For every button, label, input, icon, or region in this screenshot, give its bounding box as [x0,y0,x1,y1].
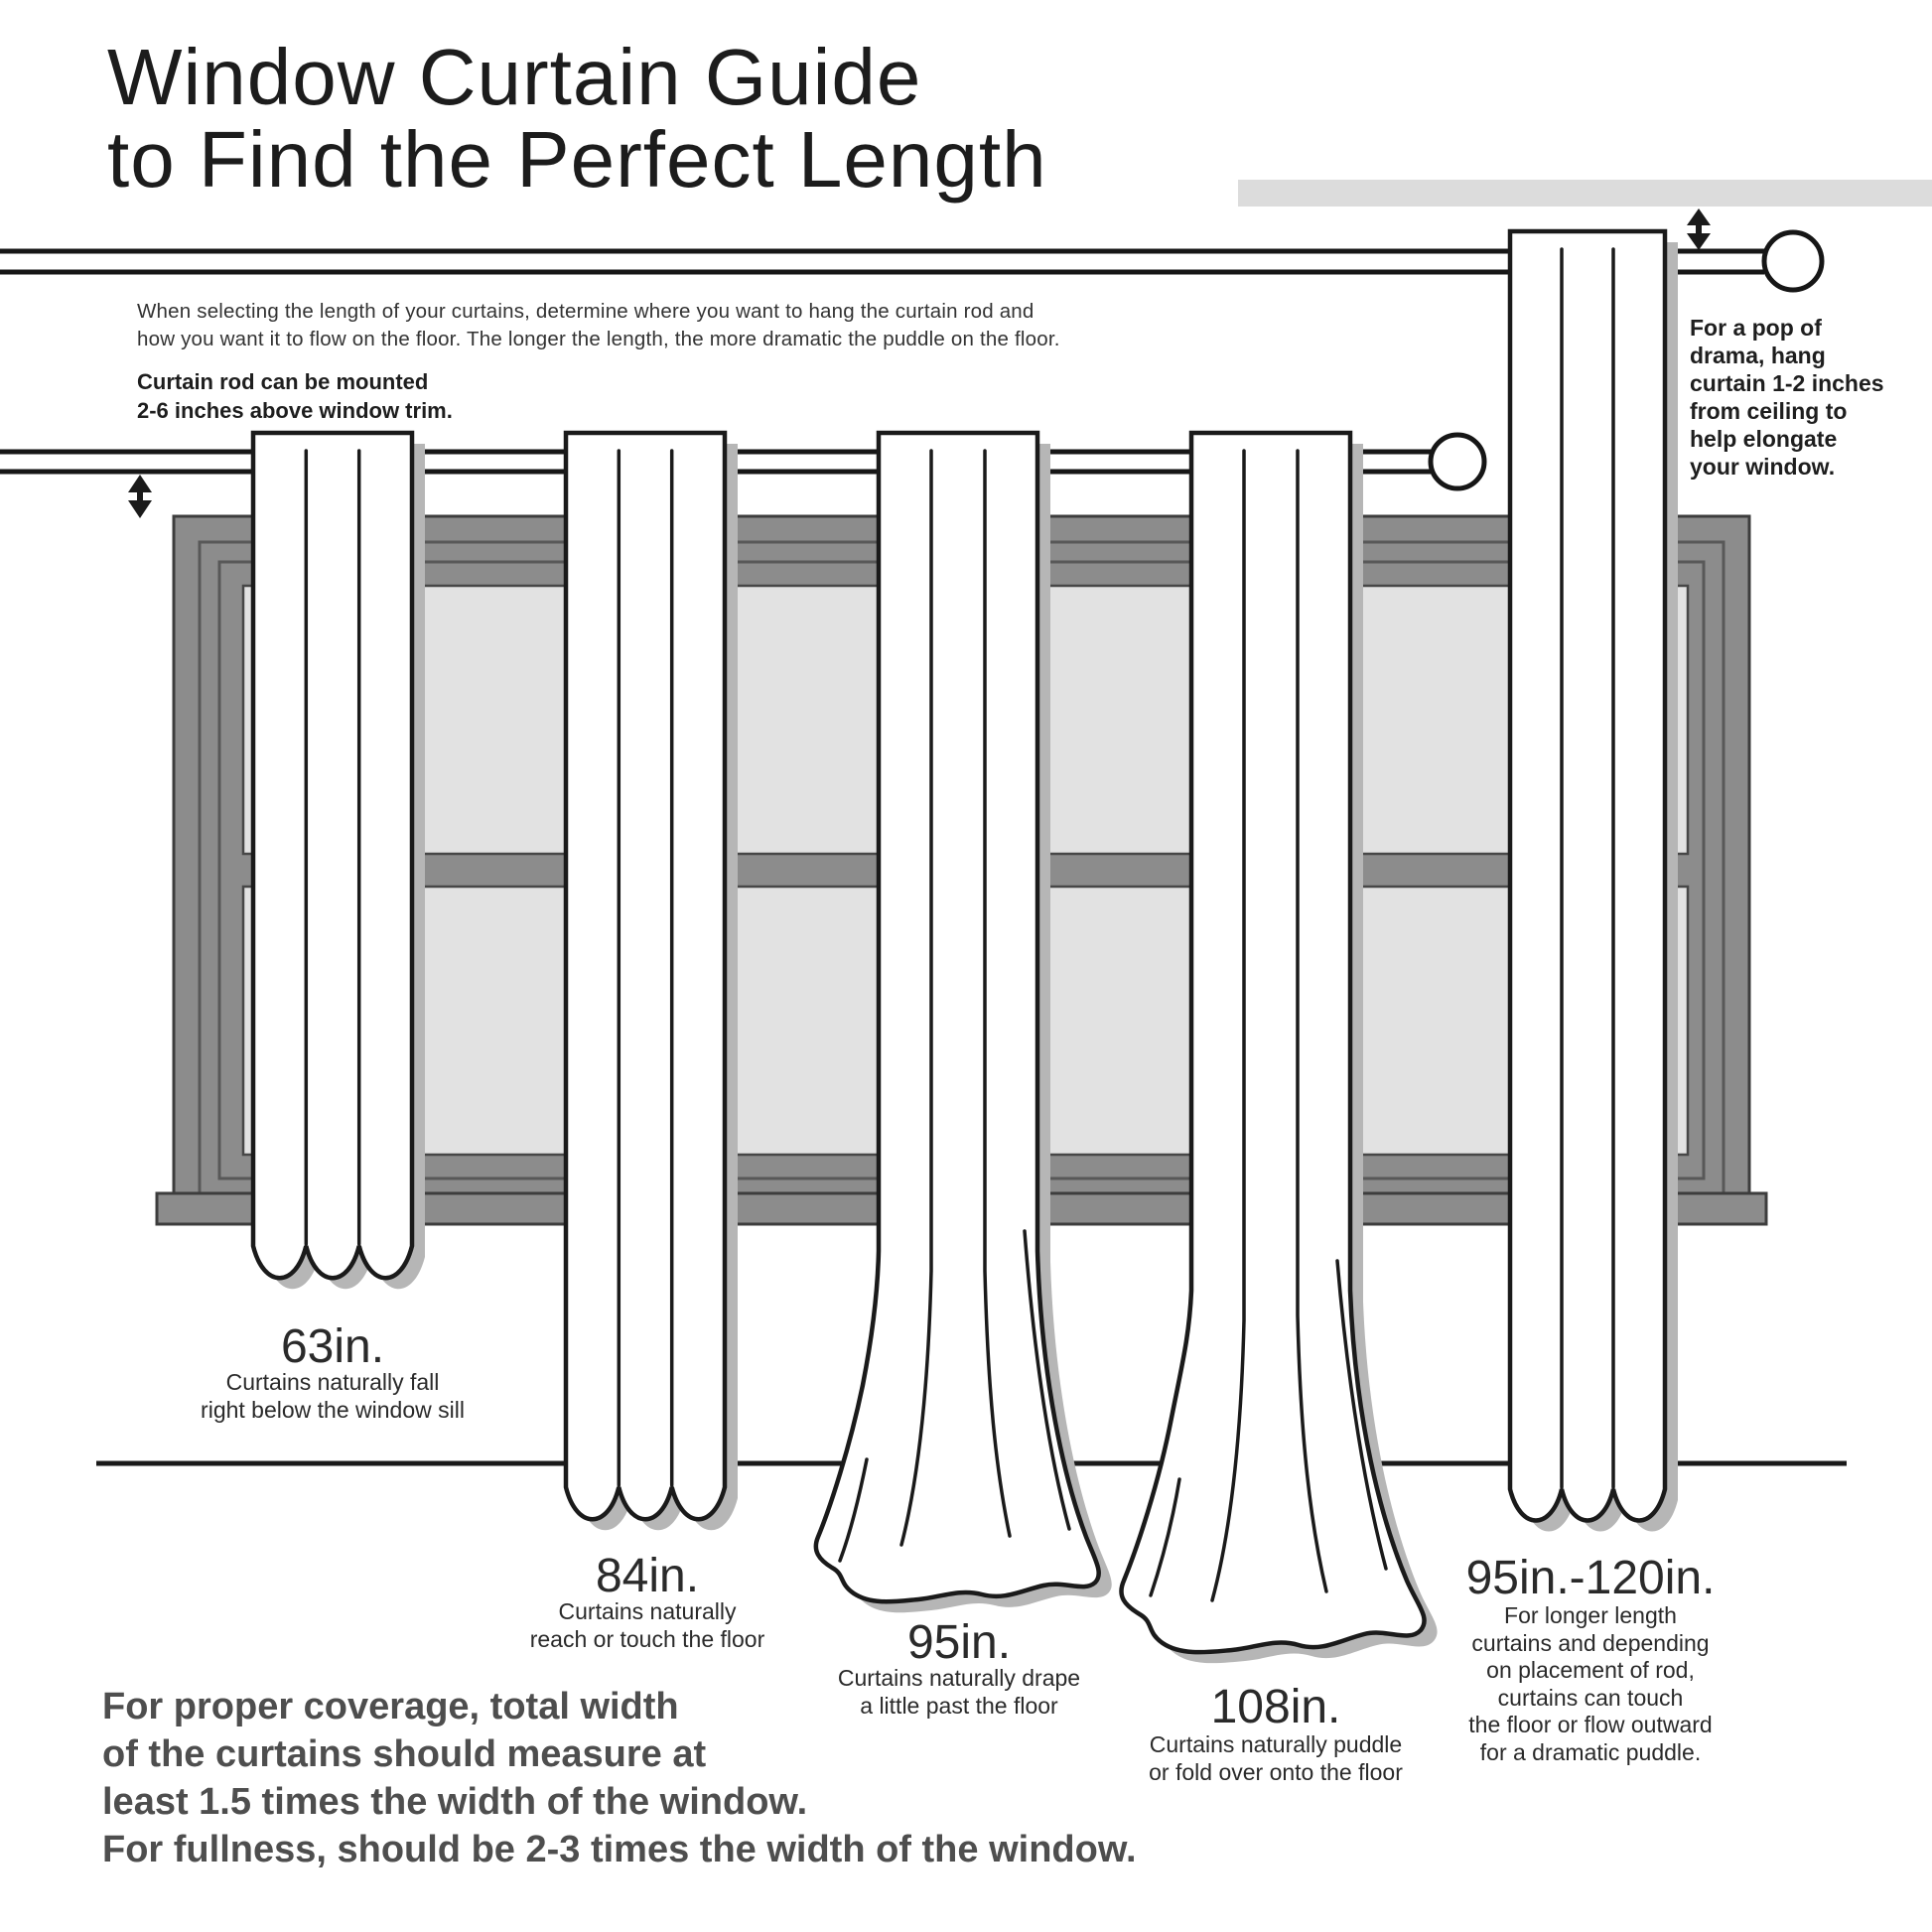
ceiling-bar [1238,180,1932,207]
curtain-length-label: 63in. [280,1320,385,1373]
ceiling-gap-arrow-icon [1687,208,1711,250]
curtain-length-desc: Curtains naturally drape [837,1665,1081,1691]
curtain-length-desc: a little past the floor [860,1693,1058,1719]
curtain-length-label: 95in. [906,1616,1012,1669]
curtain-length-label: 108in. [1210,1681,1341,1733]
label-63in [201,1320,465,1423]
curtain-length-desc: on placement of rod, [1486,1657,1695,1683]
curtain-length-desc: For longer length [1504,1602,1677,1628]
curtain-95-120in [1510,231,1678,1532]
ceiling-note-line3: curtain 1-2 inches [1690,370,1884,396]
ceiling-note-line4: from ceiling to [1690,398,1848,424]
footer-line4: For fullness, should be 2-3 times the width of the window. [102,1829,1137,1870]
ceiling-note-line6: your window. [1690,454,1836,480]
rod-note-line2: 2-6 inches above window trim. [137,398,453,423]
curtain-63in [253,433,425,1289]
rod-finial-icon [1431,435,1484,488]
mount-height-arrow-icon [128,475,152,518]
label-95in [838,1616,1080,1719]
ceiling-note-line1: For a pop of [1690,315,1822,341]
curtain-length-label: 84in. [595,1550,700,1602]
footer-line1: For proper coverage, total width [102,1686,679,1727]
curtain-length-label: 95in.-120in. [1465,1552,1716,1604]
label-95-120in [1466,1552,1716,1765]
curtain-length-desc: reach or touch the floor [529,1626,765,1652]
curtain-length-desc: the floor or flow outward [1468,1712,1713,1737]
curtain-length-desc: Curtains naturally puddle [1149,1731,1403,1757]
curtain-length-desc: for a dramatic puddle. [1479,1739,1702,1765]
footer-line3: least 1.5 times the width of the window. [102,1781,808,1823]
curtain-length-desc: right below the window sill [201,1397,465,1423]
intro-text-line2: how you want it to flow on the floor. The longer the length, the more dramatic the puddle on the floor. [137,328,1060,350]
intro-text-line1: When selecting the length of your curtains, determine where you want to hang the curtain rod and [137,300,1035,323]
label-108in [1149,1681,1403,1785]
footer-line2: of the curtains should measure at [102,1733,707,1775]
curtain-length-desc: curtains can touch [1497,1685,1684,1711]
page-title-line2: to Find the Perfect Length [107,115,1047,204]
curtain-length-desc: Curtains naturally [558,1598,737,1624]
label-84in [530,1550,765,1652]
curtain-84in [566,433,738,1530]
curtain-length-desc: Curtains naturally fall [225,1369,440,1395]
rod-finial-icon [1764,232,1822,290]
curtain-length-desc: or fold over onto the floor [1149,1759,1403,1785]
rod-note-line1: Curtain rod can be mounted [137,369,429,394]
curtain-length-desc: curtains and depending [1471,1630,1710,1656]
page-title-line1: Window Curtain Guide [107,33,922,121]
ceiling-note-line2: drama, hang [1690,343,1826,368]
ceiling-note-line5: help elongate [1690,426,1838,452]
ceiling-note [1690,315,1884,480]
